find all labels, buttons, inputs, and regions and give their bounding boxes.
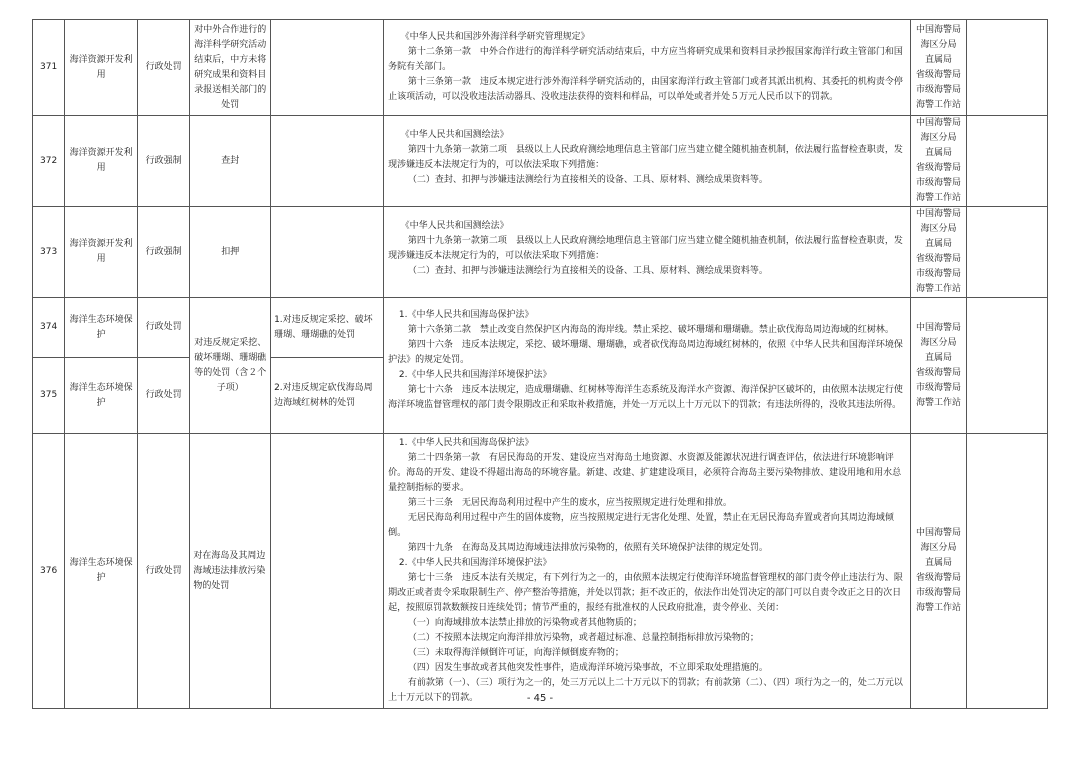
type-cell: 行政处罚 [137,434,189,709]
row-number: 371 [33,20,65,116]
dept-line: 海区分局 [920,39,957,50]
category-cell: 海洋生态环境保护 [65,358,138,434]
subitem-cell: 1.对违反规定采挖、破坏珊瑚、珊瑚礁的处罚 [271,298,384,358]
legal-basis-cell [384,207,911,298]
dept-line: 省级海警局 [915,573,961,583]
law-clause: 有前款第（一）、（三）项行为之一的，处三万元以上二十万元以下的罚款；有前款第（二）、（四）项行为之一的，处二万元以上十万元以下的罚款。 [388,678,903,703]
department-cell [910,20,967,116]
law-title: 1.《中华人民共和国海岛保护法》 [398,310,534,320]
item-cell: 扣押 [190,207,271,298]
category-cell: 海洋资源开发利用 [65,116,138,207]
dept-line: 直属局 [924,352,952,363]
legal-basis-cell [384,20,911,116]
item-cell: 对在海岛及其周边海域违法排放污染物的处罚 [190,434,271,709]
law-clause: 第十六条第二款 禁止改变自然保护区内海岛的海岸线。禁止采挖、破坏珊瑚和珊瑚礁。禁止砍伐海岛周边海域的红树林。 [407,325,894,335]
row-number: 372 [33,116,65,207]
dept-line: 省级海警局 [915,367,961,378]
category-cell: 海洋生态环境保护 [65,434,138,709]
dept-line: 省级海警局 [915,163,961,173]
law-clause: （二）查封、扣押与涉嫌违法测绘行为直接相关的设备、工具、原材料、测绘成果资料等。 [407,266,768,276]
legal-basis-cell [384,116,911,207]
dept-line: 海警工作站 [915,284,961,294]
dept-line: 海区分局 [920,133,957,143]
law-clause: 第四十六条 违反本法规定，采挖、破坏珊瑚、珊瑚礁，或者砍伐海岛周边海域红树林的，依照《中华人民共和国海洋环境保护法》的规定处罚。 [388,340,903,365]
type-cell: 行政强制 [137,207,189,298]
dept-line: 海警工作站 [915,99,961,110]
table-row-373 [33,207,1048,298]
subitem-cell [271,207,384,298]
category-cell: 海洋生态环境保护 [65,298,138,358]
law-clause: （三）未取得海洋倾倒许可证，向海洋倾倒废弃物的； [407,648,624,658]
law-title: 《中华人民共和国测绘法》 [400,221,509,231]
type-cell: 行政强制 [137,116,189,207]
dept-line: 中国海警局 [915,322,961,333]
dept-line: 海区分局 [920,337,957,348]
dept-line: 市级海警局 [915,178,961,188]
dept-line: 省级海警局 [915,69,961,80]
row-number: 373 [33,207,65,298]
subitem-cell [271,434,384,709]
table-row-376 [33,434,1048,709]
category-cell: 海洋资源开发利用 [65,20,138,116]
law-clause: 第十三条第一款 违反本规定进行涉外海洋科学研究活动的，由国家海洋行政主管部门或者其派出机构、其委托的机构责令停止该项活动，可以没收违法活动器具、没收违法获得的资料和样品，可以单处或者并处５万元人民币以下的罚款。 [388,77,903,102]
legal-basis-cell [384,434,911,709]
remarks-cell [967,20,1048,116]
table-row-374 [33,298,1048,358]
remarks-cell [967,207,1048,298]
item-cell: 查封 [190,116,271,207]
dept-line: 直属局 [924,558,952,568]
dept-line: 海警工作站 [915,193,961,203]
remarks-cell [967,116,1048,207]
table-row-372 [33,116,1048,207]
dept-line: 市级海警局 [915,84,961,95]
subitem-cell: 2.对违反规定砍伐海岛周边海域红树林的处罚 [271,358,384,434]
remarks-cell [967,434,1048,709]
law-clause: 第四十九条第一款第二项 县级以上人民政府测绘地理信息主管部门应当建立健全随机抽查机制，依法履行监督检查职责，发现涉嫌违反本法规定行为的，可以依法采取下列措施： [388,236,903,261]
type-cell: 行政处罚 [137,20,189,116]
authority-table [32,19,1048,709]
law-clause: 第四十九条 在海岛及其周边海域违法排放污染物的，依照有关环境保护法律的规定处罚。 [407,543,768,553]
row-number: 376 [33,434,65,709]
dept-line: 市级海警局 [915,269,961,279]
law-clause: 第七十三条 违反本法有关规定，有下列行为之一的，由依照本法规定行使海洋环境监督管理权的部门责令停止违法行为、限期改正或者责令采取限制生产、停产整治等措施，并处以罚款；拒不改正的，依法作出处罚决定的部门可以自责令改正之日的次日起，按照原罚款数额按日连续处罚；情节严重的，报经有批准权的人民政府批准，责令停业、关闭： [388,573,903,613]
subitem-cell [271,20,384,116]
dept-line: 中国海警局 [915,118,961,128]
item-cell: 对违反规定采挖、破坏珊瑚、珊瑚礁等的处罚（含２个子项） [190,298,271,434]
law-title: 《中华人民共和国测绘法》 [400,130,509,140]
dept-line: 省级海警局 [915,254,961,264]
law-title: 2.《中华人民共和国海洋环境保护法》 [398,370,552,380]
law-clause: （四）因发生事故或者其他突发性事件，造成海洋环境污染事故，不立即采取处理措施的。 [407,663,768,673]
dept-line: 市级海警局 [915,588,961,598]
remarks-cell [967,298,1048,434]
dept-line: 中国海警局 [915,528,961,538]
category-cell: 海洋资源开发利用 [65,207,138,298]
row-number: 375 [33,358,65,434]
dept-line: 海警工作站 [915,603,961,613]
legal-basis-cell [384,298,911,434]
page-number: - 45 - [526,693,554,704]
row-number: 374 [33,298,65,358]
law-title: 《中华人民共和国涉外海洋科学研究管理规定》 [400,32,590,42]
dept-line: 海区分局 [920,224,957,234]
law-clause: 第二十四条第一款 有居民海岛的开发、建设应当对海岛土地资源、水资源及能源状况进行调查评估，依法进行环境影响评价。海岛的开发、建设不得超出海岛的环境容量。新建、改建、扩建建设项目，必须符合海岛主要污染物排放、建设用地和用水总量控制指标的要求。 [388,453,902,493]
law-clause: 第三十三条 无居民海岛利用过程中产生的废水，应当按照规定进行处理和排放。 [407,498,732,508]
table-row-371 [33,20,1048,116]
department-cell [910,298,967,434]
type-cell: 行政处罚 [137,358,189,434]
department-cell [910,116,967,207]
item-cell: 对中外合作进行的海洋科学研究活动结束后，中方未将研究成果和资料目录报送相关部门的处罚 [190,20,271,116]
law-clause: 第七十六条 违反本法规定，造成珊瑚礁、红树林等海洋生态系统及海洋水产资源、海洋保护区破坏的，由依照本法规定行使海洋环境监督管理权的部门责令限期改正和采取补救措施，并处一万元以上十万元以下的罚款；有违法所得的，没收其违法所得。 [388,385,903,410]
dept-line: 海区分局 [920,543,957,553]
dept-line: 直属局 [924,54,952,65]
law-title: 2.《中华人民共和国海洋环境保护法》 [398,558,552,568]
law-clause: （二）查封、扣押与涉嫌违法测绘行为直接相关的设备、工具、原材料、测绘成果资料等。 [407,175,768,185]
dept-line: 海警工作站 [915,397,961,408]
law-title: 1.《中华人民共和国海岛保护法》 [398,438,534,448]
department-cell [910,434,967,709]
law-clause: 第四十九条第一款第二项 县级以上人民政府测绘地理信息主管部门应当建立健全随机抽查机制，依法履行监督检查职责，发现涉嫌违反本法规定行为的，可以依法采取下列措施： [388,145,903,170]
subitem-cell [271,116,384,207]
law-clause: （一）向海域排放本法禁止排放的污染物或者其他物质的； [407,618,642,628]
department-cell [910,207,967,298]
dept-line: 直属局 [924,148,952,158]
dept-line: 直属局 [924,239,952,249]
law-clause: 第十二条第一款 中外合作进行的海洋科学研究活动结束后，中方应当将研究成果和资料目录抄报国家海洋行政主管部门和国务院有关部门。 [388,47,903,72]
dept-line: 中国海警局 [915,209,961,219]
law-clause: 无居民海岛利用过程中产生的固体废物，应当按照规定进行无害化处理、处置，禁止在无居民海岛弃置或者向其周边海域倾倒。 [388,513,894,538]
dept-line: 市级海警局 [915,382,961,393]
dept-line: 中国海警局 [915,24,961,35]
type-cell: 行政处罚 [137,298,189,358]
law-clause: （二）不按照本法规定向海洋排放污染物，或者超过标准、总量控制指标排放污染物的； [407,633,759,643]
